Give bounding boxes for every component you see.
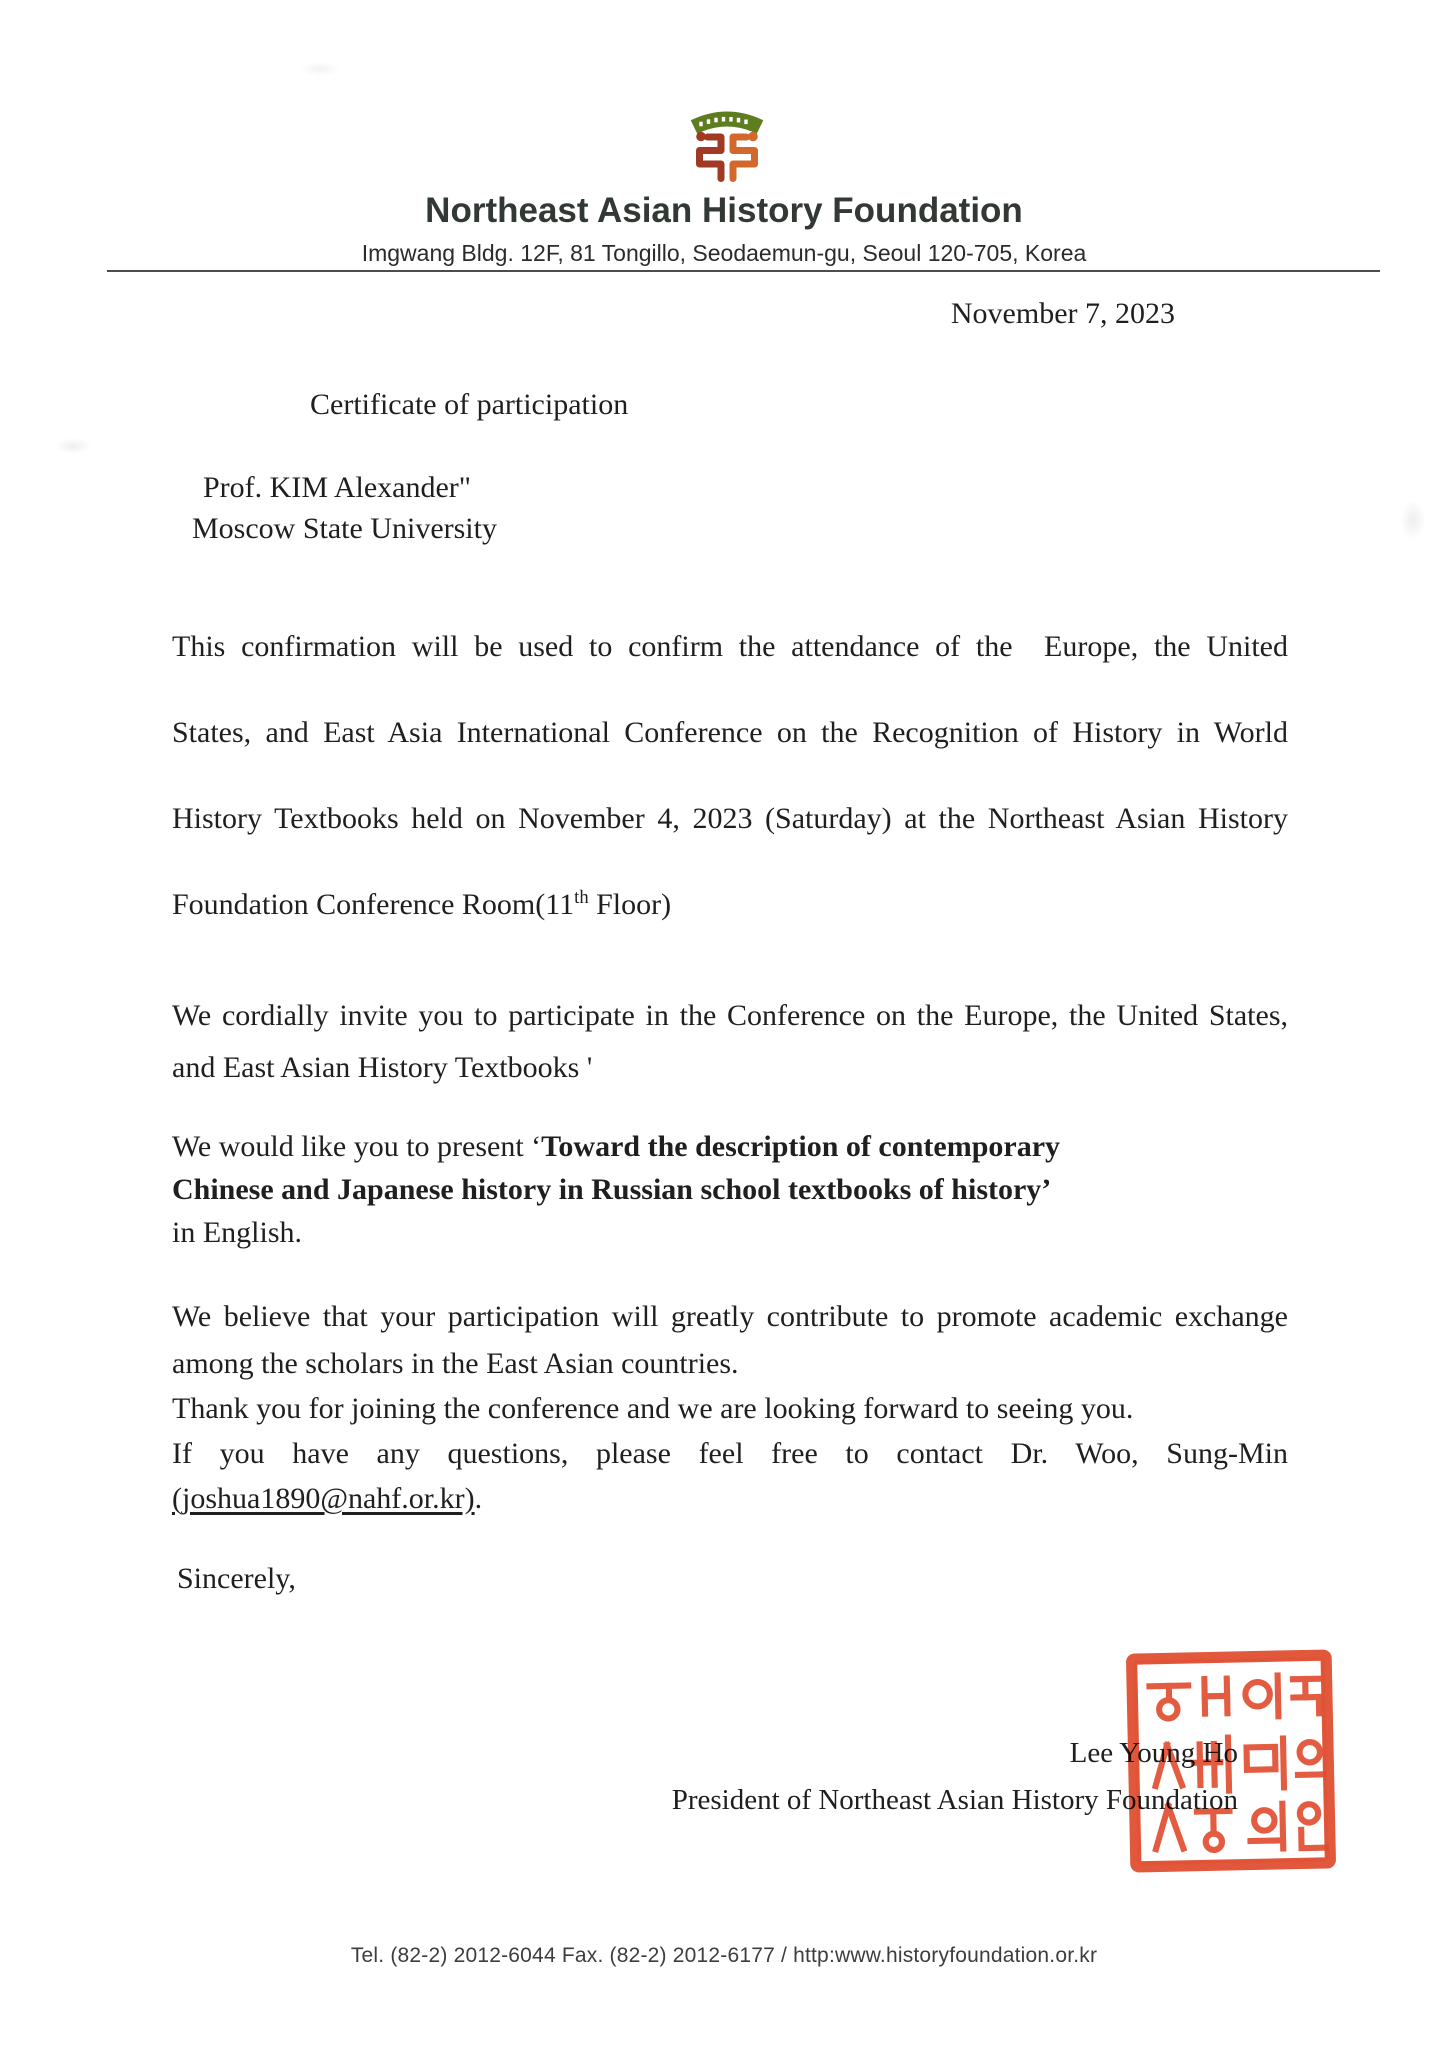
foundation-logo-icon [690,106,764,190]
letterhead-divider [107,270,1380,272]
paragraph3-line: in English. [172,1216,303,1249]
contact-email: (joshua1890@nahf.or.kr) [172,1482,475,1515]
paragraph1-line4-text: Foundation Conference Room(11 [172,888,575,921]
paragraph3-line [172,1128,1288,1166]
date-line: November 7, 2023 [950,297,1175,330]
paragraph4-line: If you have any questions, please feel free to contact Dr. Woo, Sung-Min [172,1437,1288,1470]
org-name: Northeast Asian History Foundation [425,191,1023,230]
subject-line: Certificate of participation [310,388,629,421]
paragraph1-line: This confirmation will be used to confirm the attendance of the Europe, the United [172,630,1288,663]
logo-left-figure [696,132,721,179]
org-address: Imgwang Bldg. 12F, 81 Tongillo, Seodaemun-gu, Seoul 120-705, Korea [361,240,1087,266]
logo-green-banner [694,119,760,127]
paragraph1-line [172,886,1288,924]
signer-title: President of Northeast Asian History Foundation [671,1784,1238,1816]
paragraph3-intro: We would like you to present ‘ [172,1130,542,1163]
paragraph1-line: States, and East Asia International Conference on the Recognition of History in World [172,716,1288,749]
scan-smudge [1400,500,1426,540]
ordinal-superscript: th [574,887,589,908]
scan-smudge [55,438,91,454]
closing-line: Sincerely, [177,1562,296,1595]
paragraph4-line [172,1480,1288,1518]
president-seal-stamp [1124,1648,1339,1874]
paragraph4-line: Thank you for joining the conference and we are looking forward to seeing you. [172,1392,1134,1425]
sentence-period: . [474,1482,483,1515]
recipient-name: Prof. KIM Alexander" [203,471,472,504]
paragraph1-line4-text: Floor) [588,888,672,921]
logo-right-figure [733,132,758,179]
paragraph4-line: We believe that your participation will greatly contribute to promote academic exchange [172,1300,1288,1333]
scan-smudge [300,62,340,76]
seal-korean-characters [1149,1675,1326,1852]
paragraph4-line: among the scholars in the East Asian countries. [172,1347,739,1380]
recipient-affiliation: Moscow State University [192,512,497,545]
footer-contact-line: Tel. (82-2) 2012-6044 Fax. (82-2) 2012-6177 / http:www.historyfoundation.or.kr [350,1944,1098,1967]
signer-name: Lee Young Ho [1069,1737,1238,1769]
paragraph1-line: History Textbooks held on November 4, 2023 (Saturday) at the Northeast Asian History [172,802,1288,835]
paragraph2-line: and East Asian History Textbooks ' [172,1051,593,1084]
presentation-title-part2: Chinese and Japanese history in Russian school textbooks of history’ [172,1173,1052,1206]
paragraph2-line: We cordially invite you to participate in the Conference on the Europe, the United States, [172,999,1288,1032]
presentation-title-part1: Toward the description of contemporary [541,1130,1061,1163]
